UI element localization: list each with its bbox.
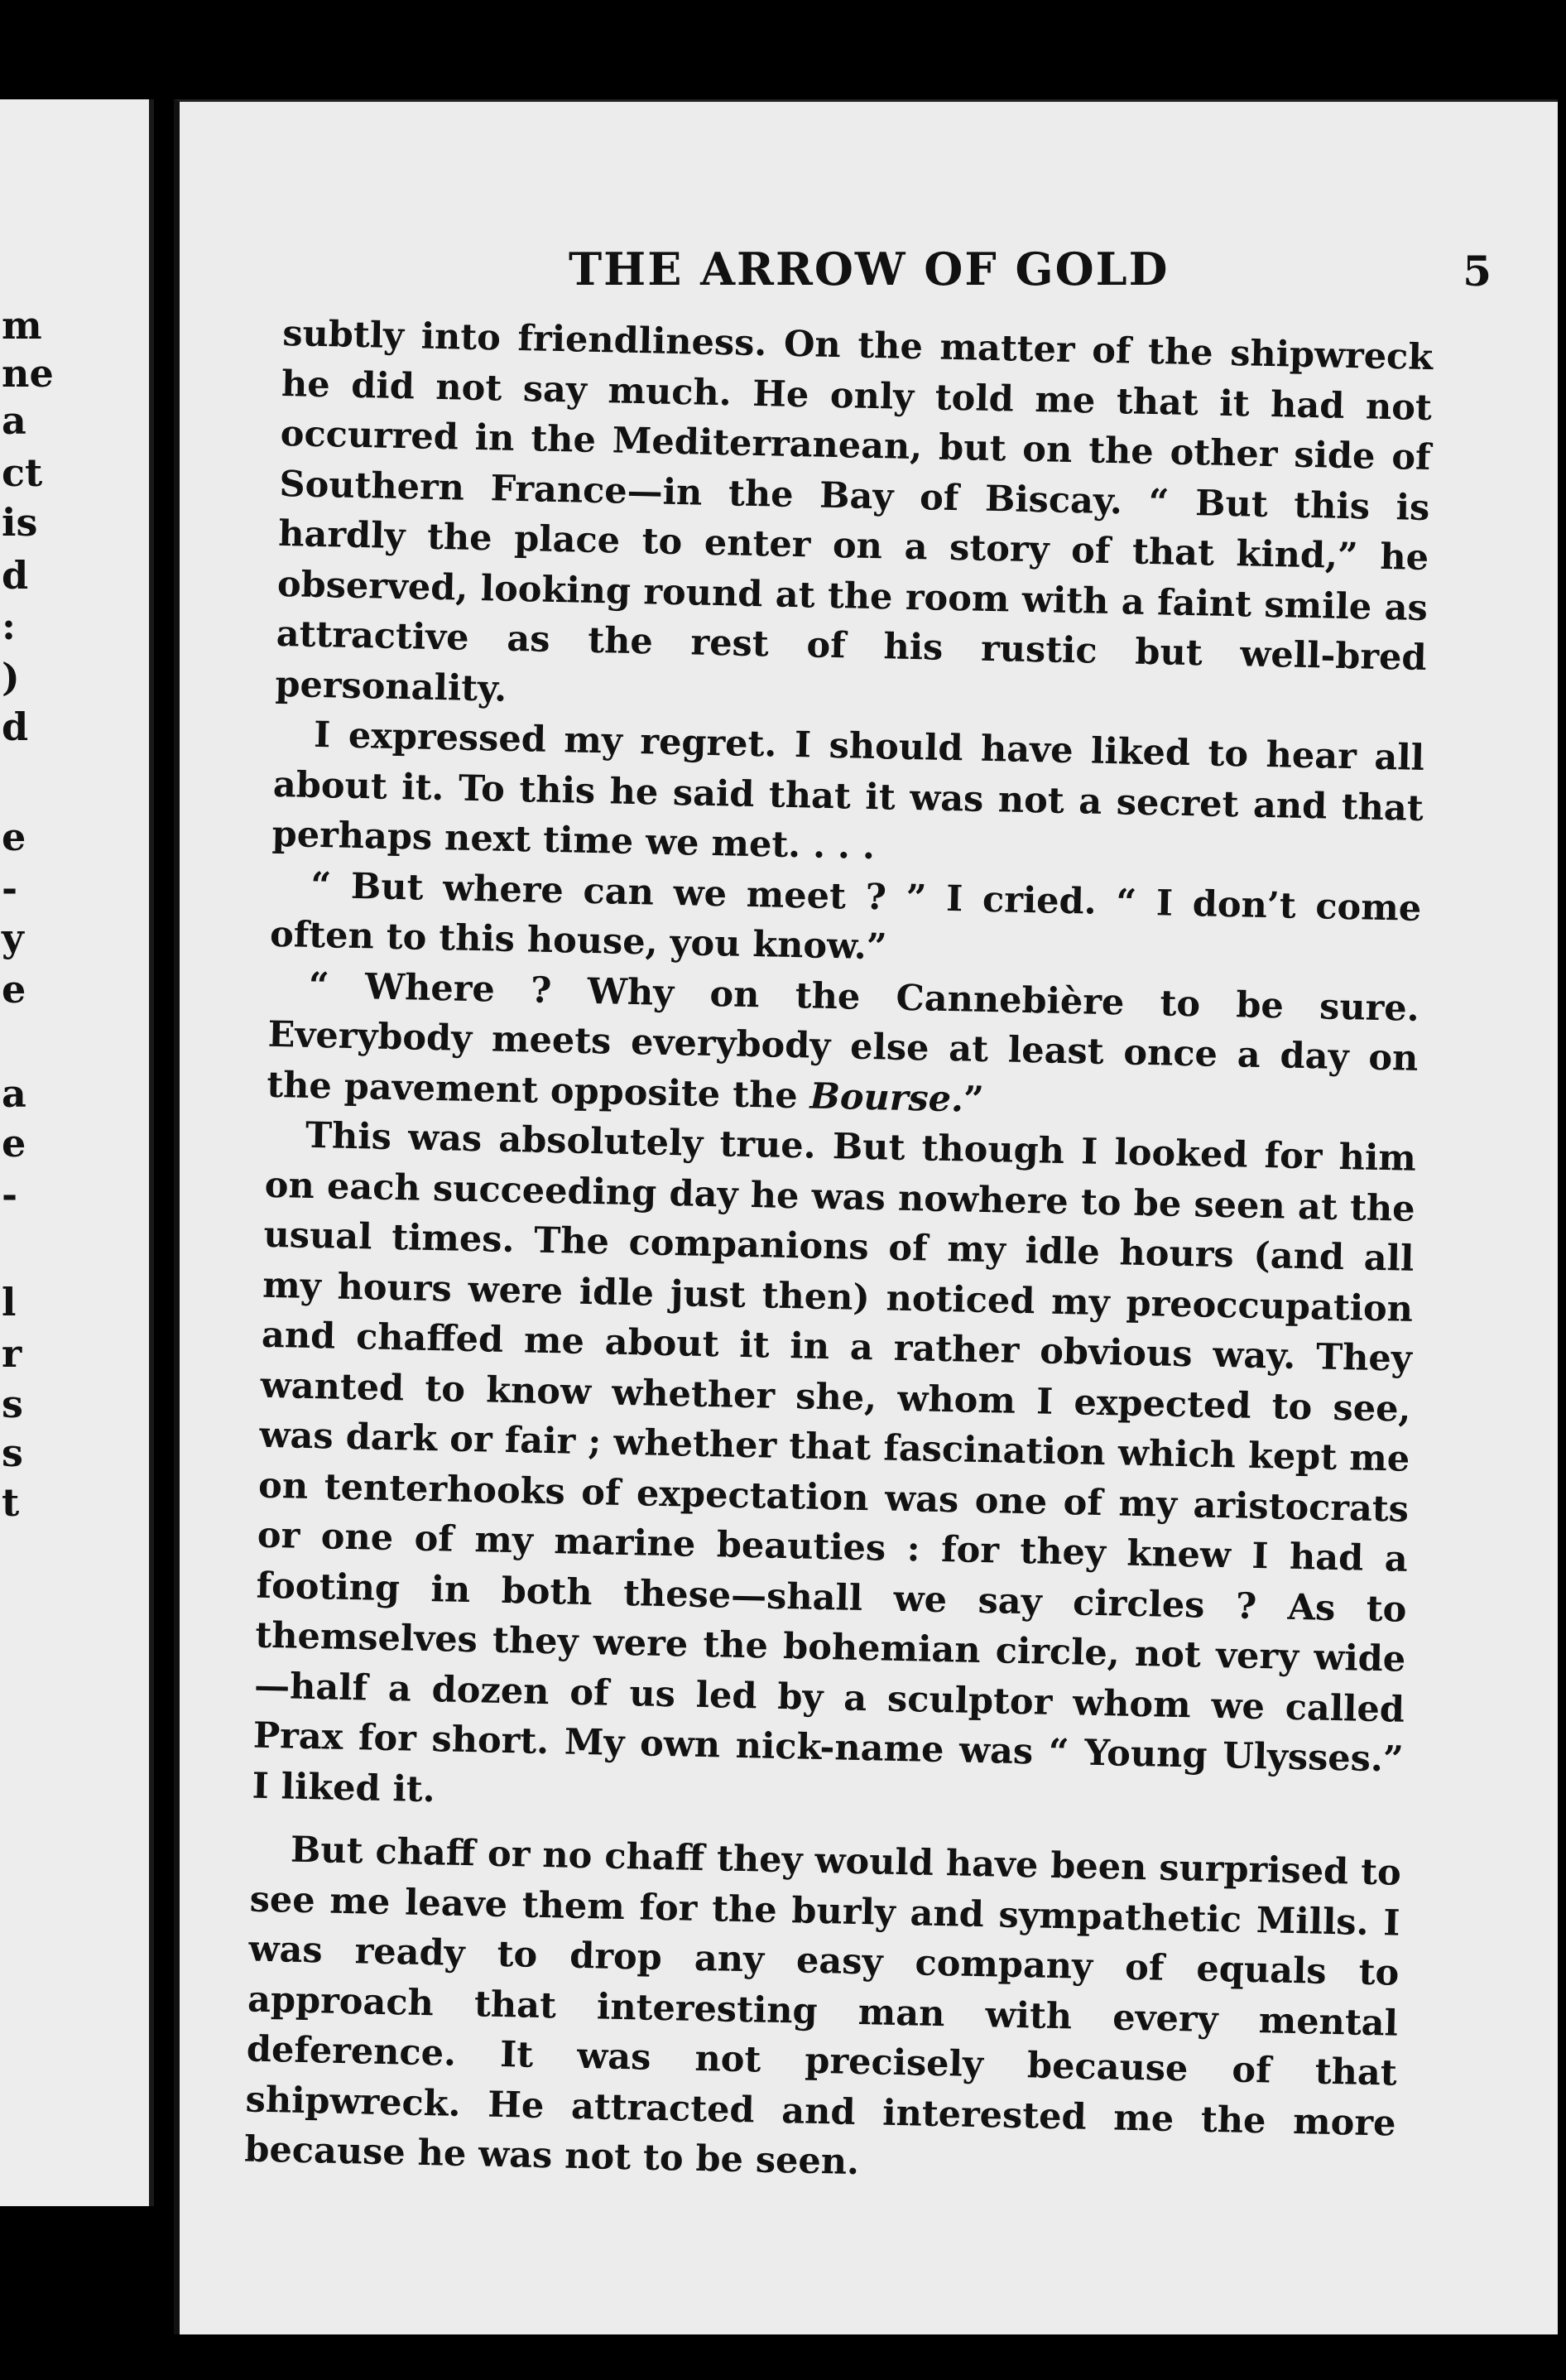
page-number: 5 <box>1463 247 1492 296</box>
facing-page-fragment: : <box>2 603 16 648</box>
facing-page-fragment: t <box>2 1480 20 1525</box>
paragraph-text: ” <box>963 1078 985 1121</box>
facing-page-fragment: a <box>2 398 26 443</box>
running-header: THE ARROW OF GOLD <box>569 243 1170 296</box>
facing-page-fragment: ne <box>2 351 54 396</box>
paragraph: “ But where can we meet ? ” I cried. “ I don’t come often to this house, you know.” <box>269 864 1422 969</box>
paragraph: This was absolutely true. But though I looked for him on each succeeding day he was nowhere to be seen at the usual times. The companions of my idle hours (and all my hours were idle just then) noticed my preoccupation and chaffed me about it in a rather obvious way. They wanted to know whether she, whom I expected to see, was dark or fair ; whether that fascination which kept me on tenterhooks of expectation was one of my aristocrats or one of my marine beauties : for they knew I had a footing in both these—shall we say circles ? As to themselves they were the bohemian circle, not very wide—half a dozen of us led by a sculptor whom we called Prax for short. My own nick-name was “ Young Ulysses.” I liked it. <box>252 1114 1417 1810</box>
facing-page-fragment: y <box>2 916 24 960</box>
facing-page-fragment: e <box>2 815 26 859</box>
facing-page-edge <box>0 99 154 2206</box>
facing-page-fragment: e <box>2 1121 26 1166</box>
facing-page-fragment: - <box>2 1172 18 1217</box>
facing-page-fragment: s <box>2 1430 23 1475</box>
paragraph: subtly into friendliness. On the matter of the shipwreck he did not say much. He only told me that it had not occurred in the Mediterranean, but on the other side of Southern France—in the Bay of Biscay. “ But this is hardly the place to enter on a story of that kind,” he observed, looking round at the room with a faint smile as attractive as the rest of his rustic but well-bred personality. <box>274 312 1434 710</box>
facing-page-fragment: m <box>2 303 42 348</box>
book-page <box>174 99 1558 2334</box>
paragraph-text: “ Where ? Why on the Cannebière to be sure. Everybody meets everybody else at least once a day on the pavement opposite the <box>266 964 1420 1118</box>
paragraph <box>267 959 1419 1134</box>
facing-page-fragment: d <box>2 553 29 598</box>
facing-page-fragment: ) <box>2 655 20 700</box>
facing-page-fragment: r <box>2 1331 22 1376</box>
facing-page-fragment: is <box>2 500 38 545</box>
facing-page-fragment: - <box>2 866 18 911</box>
facing-page-fragment: ct <box>2 450 43 495</box>
facing-page-fragment: s <box>2 1382 23 1426</box>
facing-page-fragment: e <box>2 967 26 1012</box>
paragraph: I expressed my regret. I should have liked to hear all about it. To this he said that it was not a secret and that perhaps next time we met. . . . <box>271 714 1425 868</box>
facing-page-fragment: a <box>2 1071 26 1116</box>
facing-page-fragment: l <box>2 1280 17 1325</box>
paragraph: But chaff or no chaff they would have been surprised to see me leave them for the burly and sympathetic Mills. I was ready to drop any easy company of equals to approach that interesting man with every mental deference. It was not precisely because of that shipwreck. He attracted and interested me the more because he was not to be seen. <box>243 1829 1402 2184</box>
italic-word: Bourse. <box>809 1075 964 1120</box>
facing-page-fragment: d <box>2 704 29 749</box>
body-text <box>244 309 1434 2199</box>
